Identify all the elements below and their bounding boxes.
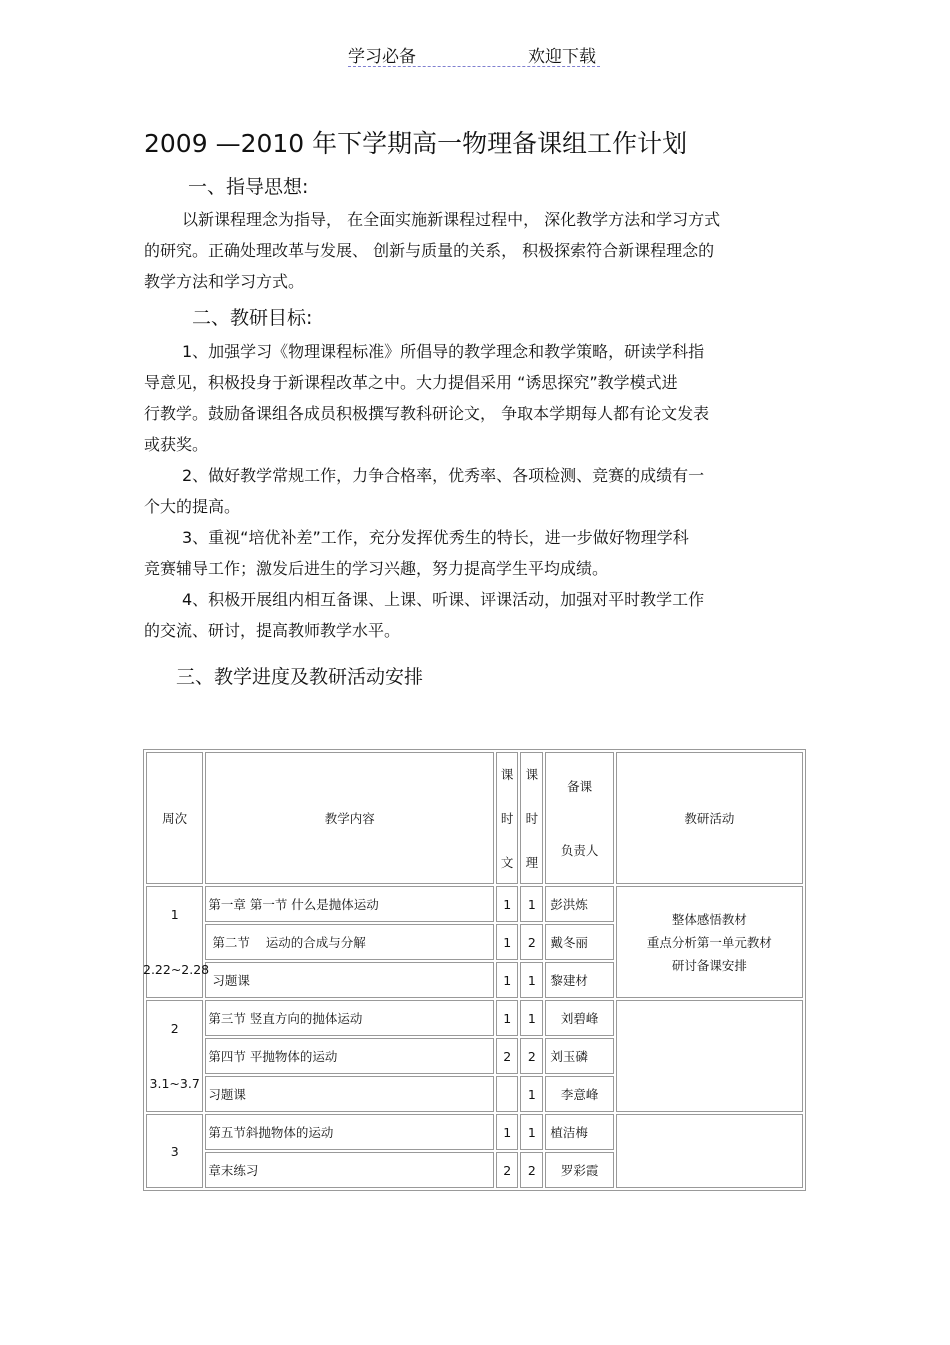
header-teacher (545, 752, 613, 884)
activity-line: 重点分析第一单元教材 (646, 934, 772, 950)
wen-hours: 2 (496, 1038, 518, 1074)
table-row (146, 886, 803, 922)
li-hours: 2 (520, 924, 543, 960)
week-dates: 2.22~2.28 (143, 962, 210, 977)
teacher-cell: 戴冬丽 (545, 924, 613, 960)
activity-cell (616, 886, 803, 998)
header-char: 理 (525, 855, 539, 870)
header-char: 文 (500, 855, 514, 870)
section1-paragraph (144, 204, 804, 297)
header-char: 时 (500, 811, 514, 826)
header-hours-li (520, 752, 543, 884)
week-cell (143, 886, 210, 998)
week-cell (146, 1114, 203, 1188)
week-dates: 3.1~3.7 (149, 1076, 200, 1091)
li-hours: 2 (520, 1152, 543, 1188)
section3-heading: 三、教学进度及教研活动安排 (176, 666, 424, 688)
activity-cell (616, 1000, 803, 1112)
teacher-cell: 植洁梅 (545, 1114, 613, 1150)
text-line: 3、重视“培优补差”工作，充分发挥优秀生的特长，进一步做好物理学科 (182, 528, 689, 547)
header-char: 时 (525, 811, 539, 826)
li-hours: 1 (520, 1076, 543, 1112)
content-cell: 第一章 第一节 什么是抛体运动 (205, 886, 494, 922)
wen-hours: 1 (496, 924, 518, 960)
section1-heading: 一、指导思想: (188, 176, 309, 198)
wen-hours: 1 (496, 886, 518, 922)
header-left-text: 学习必备 (348, 47, 416, 67)
text-line: 导意见，积极投身于新课程改革之中。大力提倡采用 “诱思探究”教学模式进 (144, 373, 678, 392)
document-title: 2009 —2010 年下学期高一物理备课组工作计划 (144, 129, 688, 158)
li-hours: 1 (520, 886, 543, 922)
text-line: 个大的提高。 (144, 497, 241, 516)
week-number: 2 (170, 1021, 179, 1036)
header-char: 课 (525, 767, 539, 782)
content-cell: 习题课 (205, 1076, 494, 1112)
content-cell: 第五节斜抛物体的运动 (205, 1114, 494, 1150)
li-hours: 1 (520, 962, 543, 998)
header-week: 周次 (146, 752, 203, 884)
activity-line: 研讨备课安排 (671, 957, 747, 973)
section2-goals (144, 336, 804, 646)
text-line: 教学方法和学习方式。 (144, 272, 305, 291)
text-line: 的交流、研讨，提高教师教学水平。 (144, 621, 401, 640)
header-char: 课 (500, 767, 514, 782)
text-line: 以新课程理念为指导， 在全面实施新课程过程中， 深化教学方法和学习方式 (182, 210, 721, 229)
li-hours: 1 (520, 1114, 543, 1150)
header-hours-wen (496, 752, 518, 884)
content-cell: 第二节 运动的合成与分解 (205, 924, 494, 960)
li-hours: 2 (520, 1038, 543, 1074)
text-line: 4、积极开展组内相互备课、上课、听课、评课活动，加强对平时教学工作 (182, 590, 705, 609)
week-cell (146, 1000, 203, 1112)
text-line: 的研究。正确处理改革与发展、 创新与质量的关系， 积极探索符合新课程理念的 (144, 241, 715, 260)
table-row (146, 1000, 803, 1036)
activity-line: 整体感悟教材 (671, 911, 747, 927)
wen-hours: 1 (496, 962, 518, 998)
page-header (348, 40, 600, 67)
wen-hours (496, 1076, 518, 1112)
teacher-cell: 彭洪炼 (545, 886, 613, 922)
text-line: 1、加强学习《物理课程标准》所倡导的教学理念和教学策略，研读学科指 (182, 342, 705, 361)
week-number: 3 (170, 1143, 179, 1159)
text-line: 或获奖。 (144, 435, 209, 454)
wen-hours: 1 (496, 1000, 518, 1036)
teacher-cell: 刘碧峰 (545, 1000, 613, 1036)
wen-hours: 1 (496, 1114, 518, 1150)
text-line: 行教学。鼓励备课组各成员积极撰写教科研论文， 争取本学期每人都有论文发表 (144, 404, 710, 423)
activity-cell (616, 1114, 803, 1188)
table-header-row (146, 752, 803, 884)
header-teacher-top: 备课 (567, 779, 593, 794)
teacher-cell: 黎建材 (545, 962, 613, 998)
teacher-cell: 刘玉磷 (545, 1038, 613, 1074)
content-cell: 章末练习 (205, 1152, 494, 1188)
wen-hours: 2 (496, 1152, 518, 1188)
li-hours: 1 (520, 1000, 543, 1036)
table-row (146, 1114, 803, 1150)
content-cell: 第三节 竖直方向的抛体运动 (205, 1000, 494, 1036)
text-line: 2、做好教学常规工作，力争合格率，优秀率、各项检测、竞赛的成绩有一 (182, 466, 705, 485)
header-teacher-bottom: 负责人 (560, 843, 599, 858)
teacher-cell: 李意峰 (545, 1076, 613, 1112)
header-right-text: 欢迎下载 (528, 47, 596, 67)
section2-heading: 二、教研目标: (192, 307, 313, 329)
content-cell: 第四节 平抛物体的运动 (205, 1038, 494, 1074)
content-cell: 习题课 (205, 962, 494, 998)
week-number: 1 (170, 907, 179, 922)
text-line: 竞赛辅导工作；激发后进生的学习兴趣，努力提高学生平均成绩。 (144, 559, 609, 578)
schedule-table (143, 749, 806, 1191)
teacher-cell: 罗彩霞 (545, 1152, 613, 1188)
header-content: 教学内容 (205, 752, 494, 884)
header-activity: 教研活动 (616, 752, 803, 884)
